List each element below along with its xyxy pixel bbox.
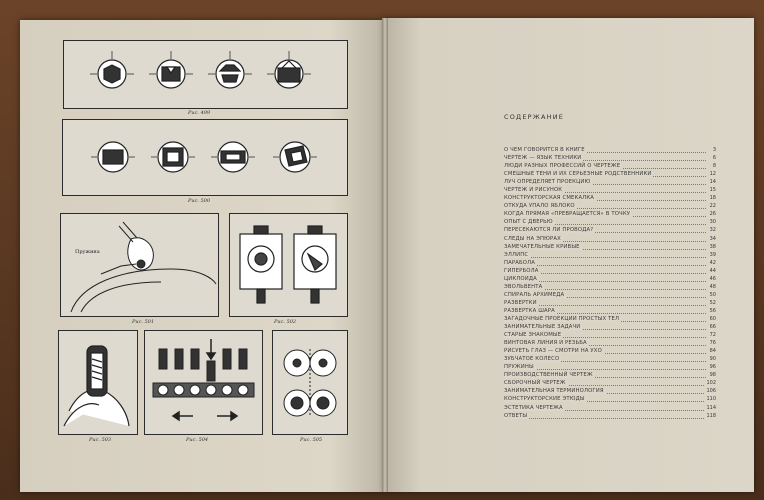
caption-figure-504: Рис. 504 — [186, 437, 209, 443]
toc-entry — [504, 395, 716, 403]
toc-entry — [504, 412, 716, 420]
toc-entry-title: ПРОИЗВОДСТВЕННЫЙ ЧЕРТЕЖ — [504, 372, 593, 379]
toc-entry-title: ВИНТОВАЯ ЛИНИЯ И РЕЗЬБА — [504, 340, 587, 347]
toc-entry-title: ОПЫТ С ДВЕРЬЮ — [504, 219, 553, 226]
toc-entry — [504, 259, 716, 267]
toc-entry-page: 39 — [709, 251, 716, 258]
toc-entry — [504, 339, 716, 347]
toc-entry-page: 52 — [709, 299, 716, 306]
toc-entry-page: 14 — [709, 179, 716, 186]
figure-502-drawing — [230, 214, 347, 316]
toc-entry-title: ПАРАБОЛА — [504, 259, 536, 266]
toc-entry-title: ЧЕРТЕЖ — ЯЗЫК ТЕХНИКИ — [504, 155, 582, 162]
figure-501-drawing — [61, 214, 218, 316]
toc-entry-title: СМЕШНЫЕ ТЕНИ И ИХ СЕРЬЕЗНЫЕ РОДСТВЕННИКИ — [504, 171, 652, 178]
toc-entry-title: СТАРЫЕ ЗНАКОМЫЕ — [504, 332, 562, 339]
toc-entry-title: ЗУБЧАТОЕ КОЛЕСО — [504, 356, 560, 363]
table-of-contents — [504, 146, 716, 420]
toc-entry — [504, 154, 716, 162]
toc-title: СОДЕРЖАНИЕ — [504, 113, 565, 121]
figure-502 — [229, 213, 348, 317]
toc-entry-page: 72 — [709, 332, 716, 339]
toc-entry — [504, 323, 716, 331]
toc-entry-page: 96 — [709, 364, 716, 371]
toc-entry-page: 38 — [709, 243, 716, 250]
figure-500 — [62, 119, 348, 196]
toc-entry-page: 84 — [709, 348, 716, 355]
toc-entry — [504, 371, 716, 379]
toc-entry — [504, 251, 716, 259]
caption-figure-499: Рис. 499 — [188, 110, 211, 116]
toc-entry-page: 12 — [709, 171, 716, 178]
toc-entry-page: 60 — [709, 315, 716, 322]
toc-entry-page: 90 — [709, 356, 716, 363]
toc-entry-page: 6 — [712, 155, 716, 162]
toc-entry — [504, 202, 716, 210]
toc-entry-title: ЦИКЛОИДА — [504, 275, 537, 282]
toc-entry-page: 76 — [709, 340, 716, 347]
toc-entry — [504, 379, 716, 387]
caption-figure-501: Рис. 501 — [132, 319, 155, 325]
toc-entry-page: 44 — [709, 267, 716, 274]
toc-entry-page: 110 — [706, 396, 716, 403]
toc-entry — [504, 243, 716, 251]
toc-entry — [504, 146, 716, 154]
figure-504 — [144, 330, 263, 435]
toc-entry — [504, 275, 716, 283]
toc-entry-title: КОГДА ПРЯМАЯ «ПРЕВРАЩАЕТСЯ» В ТОЧКУ — [504, 211, 631, 218]
toc-entry-title: РАЗВЕРТКИ — [504, 299, 537, 306]
toc-entry-title: ЗАГАДОЧНЫЕ ПРОЕКЦИИ ПРОСТЫХ ТЕЛ — [504, 315, 620, 322]
spring-label: Пружина — [75, 249, 100, 255]
toc-entry — [504, 226, 716, 234]
toc-entry — [504, 210, 716, 218]
toc-entry — [504, 178, 716, 186]
figure-505 — [272, 330, 348, 435]
toc-entry-title: ЭСТЕТИКА ЧЕРТЕЖА — [504, 404, 563, 411]
caption-figure-502: Рис. 502 — [274, 319, 297, 325]
toc-entry-page: 114 — [706, 404, 716, 411]
toc-entry — [504, 387, 716, 395]
toc-entry-page: 48 — [709, 283, 716, 290]
figure-499 — [63, 40, 348, 109]
toc-entry — [504, 235, 716, 243]
toc-entry-title: ЭВОЛЬВЕНТА — [504, 283, 543, 290]
toc-entry-title: ЗАМЕЧАТЕЛЬНЫЕ КРИВЫЕ — [504, 243, 580, 250]
toc-entry-page: 50 — [709, 291, 716, 298]
toc-entry — [504, 170, 716, 178]
toc-entry-title: ПРУЖИНЫ — [504, 364, 534, 371]
toc-entry-title: ЧЕРТЕЖ И РИСУНОК — [504, 187, 563, 194]
toc-entry — [504, 404, 716, 412]
toc-entry-title: ГИПЕРБОЛА — [504, 267, 539, 274]
toc-entry-page: 66 — [709, 324, 716, 331]
caption-figure-503: Рис. 503 — [89, 437, 112, 443]
figure-500-drawing — [63, 120, 347, 195]
toc-entry — [504, 194, 716, 202]
figure-499-drawing — [64, 41, 347, 108]
book-spine — [382, 18, 388, 492]
toc-entry-page: 42 — [709, 259, 716, 266]
toc-entry-page: 15 — [709, 187, 716, 194]
toc-entry-title: ПЕРЕСЕКАЮТСЯ ЛИ ПРОВОДА? — [504, 227, 594, 234]
toc-leader-dots — [504, 412, 706, 419]
toc-entry-page: 26 — [709, 211, 716, 218]
toc-entry — [504, 186, 716, 194]
toc-entry-title: ОТКУДА УПАЛО ЯБЛОКО — [504, 203, 575, 210]
toc-entry-page: 118 — [706, 412, 716, 419]
toc-entry-page: 30 — [709, 219, 716, 226]
toc-entry-page: 22 — [709, 203, 716, 210]
toc-entry-page: 8 — [712, 163, 716, 170]
figure-501 — [60, 213, 219, 317]
toc-entry-title: ЭЛЛИПС — [504, 251, 529, 258]
toc-entry-title: ЛЮДИ РАЗНЫХ ПРОФЕССИЙ О ЧЕРТЕЖЕ — [504, 163, 621, 170]
figure-504-drawing — [145, 331, 262, 434]
toc-entry-title: КОНСТРУКТОРСКИЕ ЭТЮДЫ — [504, 396, 585, 403]
toc-entry-title: СПИРАЛЬ АРХИМЕДА — [504, 291, 565, 298]
toc-entry-page: 18 — [709, 195, 716, 202]
toc-leader-dots — [504, 251, 706, 258]
toc-entry-title: ЗАНИМАТЕЛЬНАЯ ТЕРМИНОЛОГИЯ — [504, 388, 604, 395]
toc-entry-page: 56 — [709, 307, 716, 314]
toc-entry — [504, 355, 716, 363]
toc-entry — [504, 267, 716, 275]
toc-entry-page: 46 — [709, 275, 716, 282]
toc-entry-title: РАЗВЕРТКА ШАРА — [504, 307, 555, 314]
toc-entry — [504, 347, 716, 355]
caption-figure-500: Рис. 500 — [188, 198, 211, 204]
toc-entry-page: 106 — [706, 388, 716, 395]
caption-figure-505: Рис. 505 — [300, 437, 323, 443]
toc-entry-page: 102 — [706, 380, 716, 387]
toc-entry-title: СЛЕДЫ НА ЭПЮРАХ — [504, 235, 561, 242]
toc-entry-title: КОНСТРУКТОРСКАЯ СМЕКАЛКА — [504, 195, 595, 202]
toc-entry — [504, 291, 716, 299]
toc-entry-page: 32 — [709, 227, 716, 234]
toc-entry-title: ЗАНИМАТЕЛЬНЫЕ ЗАДАЧИ — [504, 324, 581, 331]
figure-503 — [58, 330, 138, 435]
toc-entry-title: ЛУЧ ОПРЕДЕЛЯЕТ ПРОЕКЦИЮ — [504, 179, 591, 186]
toc-entry — [504, 283, 716, 291]
toc-entry-page: 98 — [709, 372, 716, 379]
toc-entry-title: О ЧЕМ ГОВОРИТСЯ В КНИГЕ — [504, 147, 585, 153]
toc-entry-title: ОТВЕТЫ — [504, 412, 528, 419]
toc-entry — [504, 299, 716, 307]
toc-entry — [504, 307, 716, 315]
toc-entry-title: СБОРОЧНЫЙ ЧЕРТЕЖ — [504, 380, 566, 387]
toc-entry — [504, 315, 716, 323]
toc-entry — [504, 363, 716, 371]
toc-entry-title: РИСУЕТЬ ГЛАЗ — СМОТРИ НА УХО — [504, 348, 602, 355]
figure-505-drawing — [273, 331, 347, 434]
toc-entry — [504, 331, 716, 339]
toc-entry-page: 34 — [709, 235, 716, 242]
toc-entry — [504, 162, 716, 170]
toc-entry-page: 3 — [712, 147, 716, 153]
figure-503-drawing — [59, 331, 137, 434]
toc-entry — [504, 218, 716, 226]
